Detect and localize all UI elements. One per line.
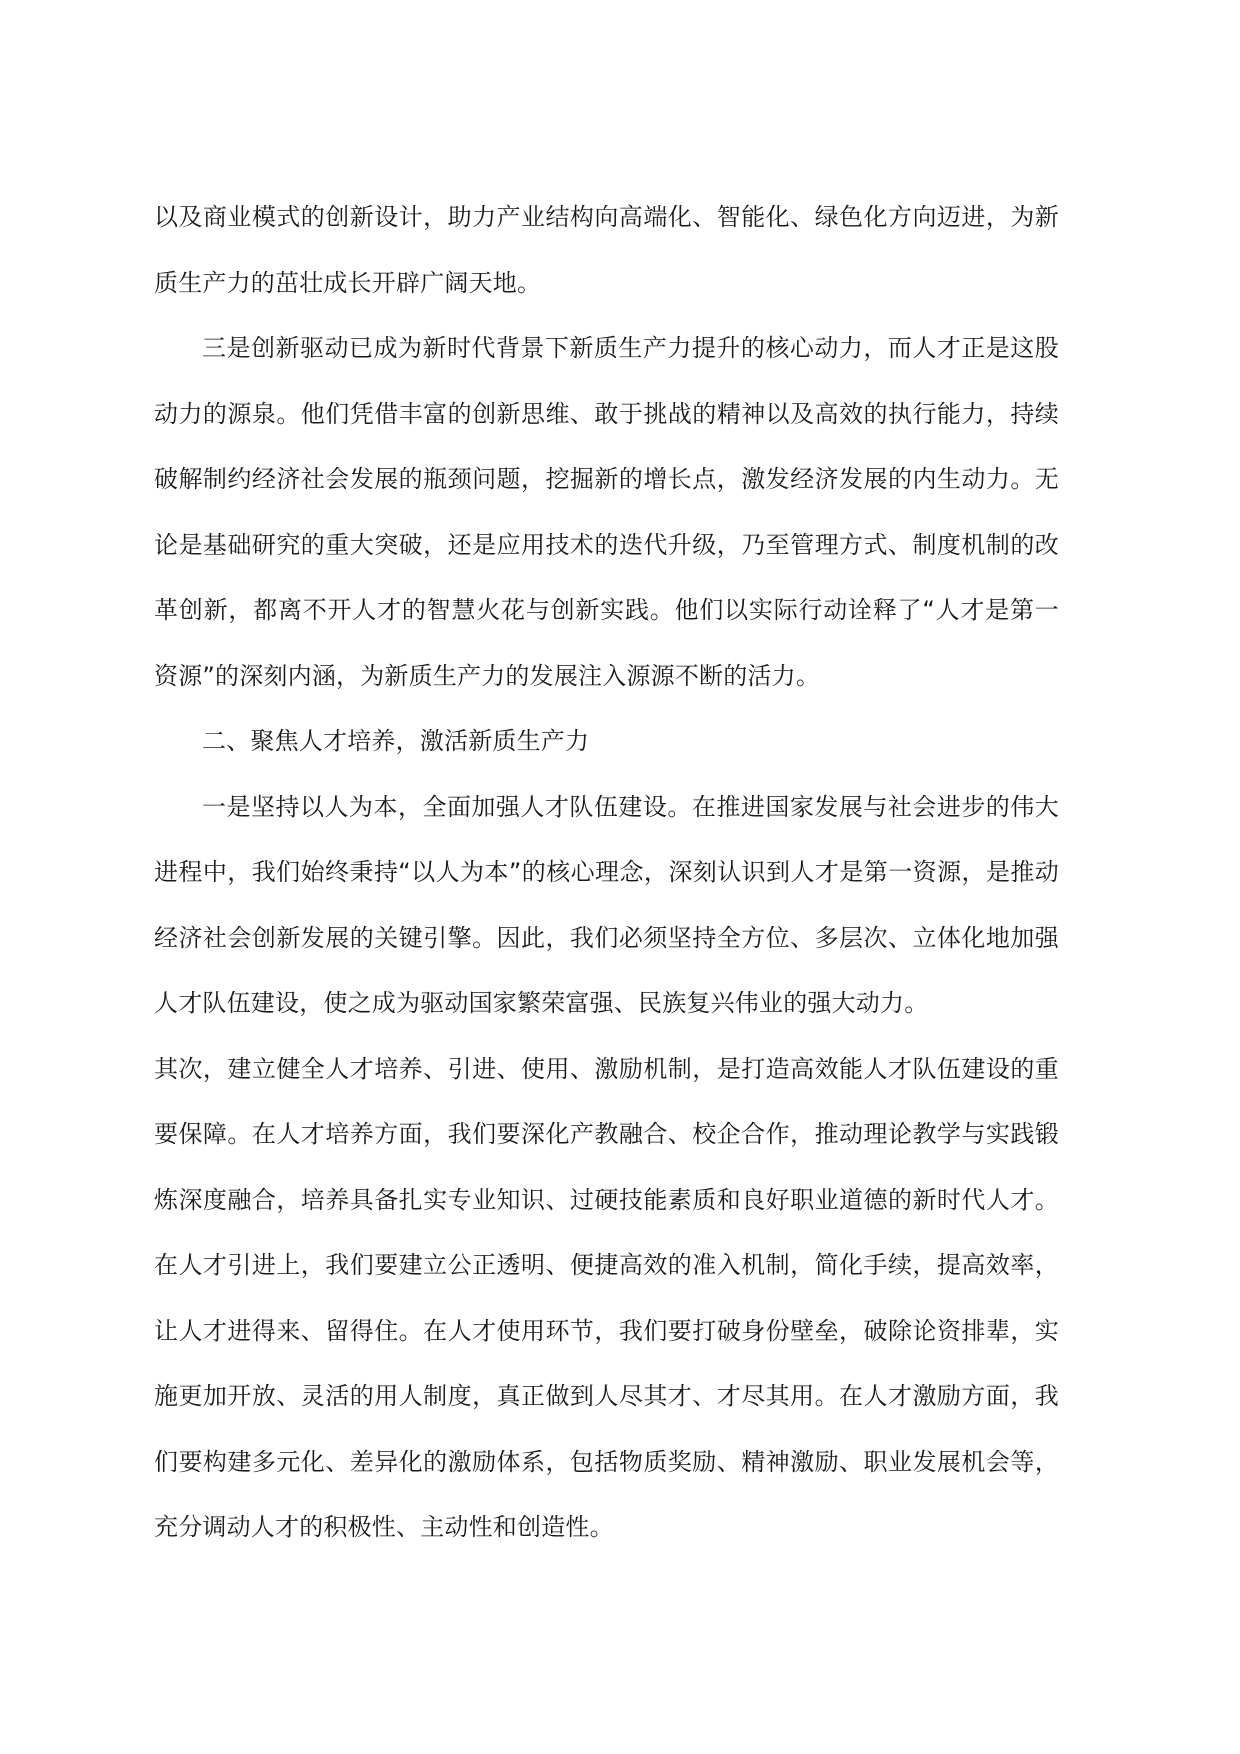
document-body [154, 185, 1059, 1561]
paragraph-mechanisms: 其次，建立健全人才培养、引进、使用、激励机制，是打造高效能人才队伍建设的重要保障。在人才培养方面，我们要深化产教融合、校企合作，推动理论教学与实践锻炼深度融合，培养具备扎实专业知识、过硬技能素质和良好职业道德的新时代人才。在人才引进上，我们要建立公正透明、便捷高效的准入机制，简化手续，提高效率，让人才进得来、留得住。在人才使用环节，我们要打破身份壁垒，破除论资排辈，实施更加开放、灵活的用人制度，真正做到人尽其才、才尽其用。在人才激励方面，我们要构建多元化、差异化的激励体系，包括物质奖励、精神激励、职业发展机会等，充分调动人才的积极性、主动性和创造性。 [154, 1054, 1059, 1541]
paragraph-people-first: 一是坚持以人为本，全面加强人才队伍建设。在推进国家发展与社会进步的伟大进程中，我们始终秉持“以人为本”的核心理念，深刻认识到人才是第一资源，是推动经济社会创新发展的关键引擎。因此，我们必须坚持全方位、多层次、立体化地加强人才队伍建设，使之成为驱动国家繁荣富强、民族复兴伟业的强大动力。 [154, 792, 1059, 1017]
paragraph-continuation: 以及商业模式的创新设计，助力产业结构向高端化、智能化、绿色化方向迈进，为新质生产力的茁壮成长开辟广阔天地。 [154, 203, 1059, 297]
section-heading: 二、聚焦人才培养，激活新质生产力 [202, 727, 590, 755]
paragraph-innovation-driver: 三是创新驱动已成为新时代背景下新质生产力提升的核心动力，而人才正是这股动力的源泉。他们凭借丰富的创新思维、敢于挑战的精神以及高效的执行能力，持续破解制约经济社会发展的瓶颈问题，挖掘新的增长点，激发经济发展的内生动力。无论是基础研究的重大突破，还是应用技术的迭代升级，乃至管理方式、制度机制的改革创新，都离不开人才的智慧火花与创新实践。他们以实际行动诠释了“人才是第一资源”的深刻内涵，为新质生产力的发展注入源源不断的活力。 [154, 334, 1059, 690]
